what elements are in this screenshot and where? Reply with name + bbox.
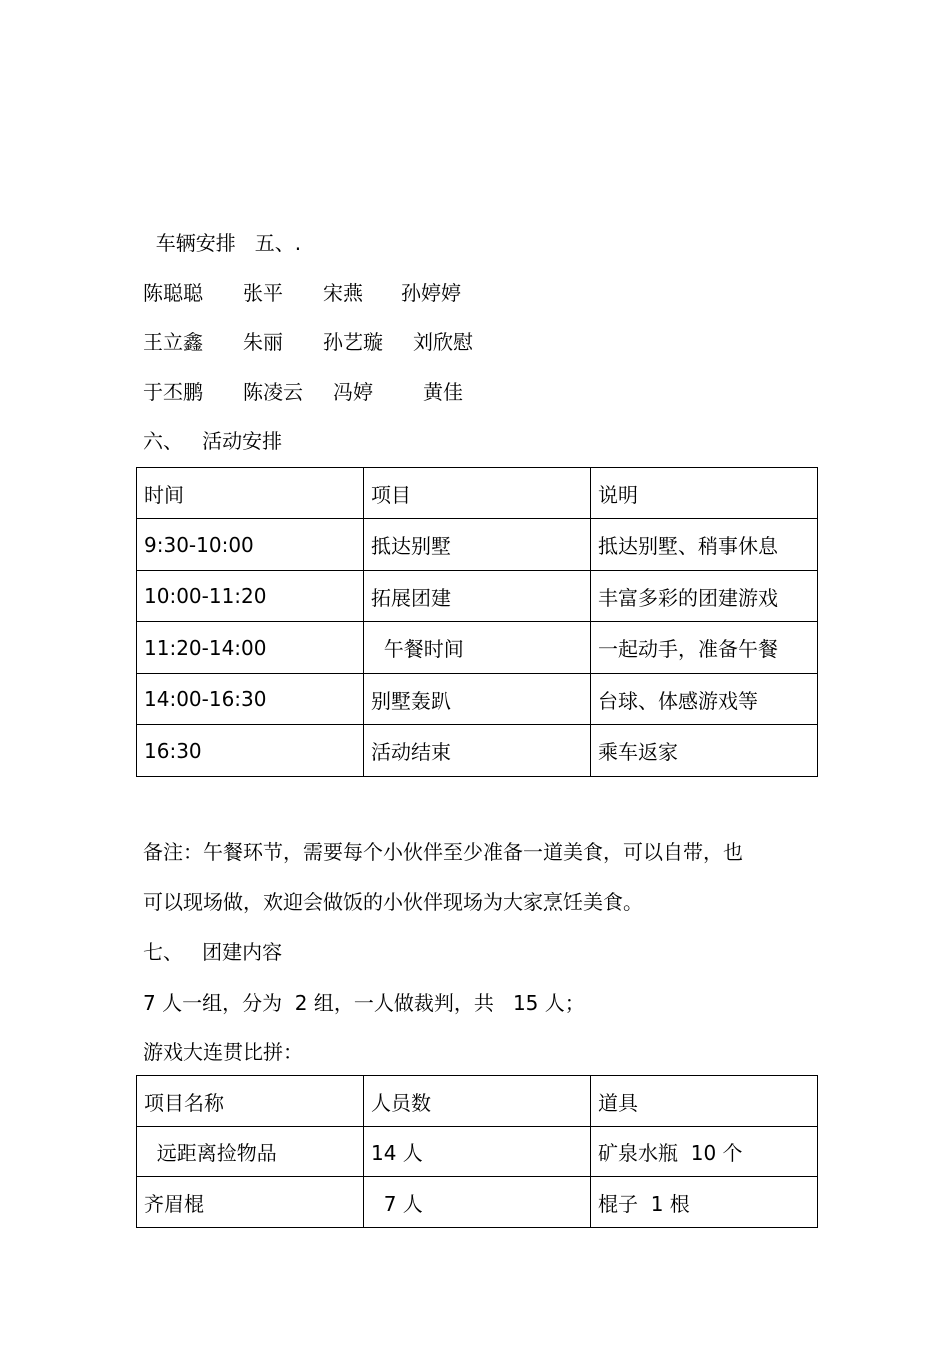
vehicle-heading: 车辆安排 五、. <box>143 231 302 255</box>
table-row <box>137 1127 818 1177</box>
activity-heading: 六、 活动安排 <box>143 429 283 453</box>
person-name: 宋燕 <box>323 281 363 305</box>
team-heading: 七、 团建内容 <box>143 940 283 964</box>
note-line: 备注：午餐环节，需要每个小伙伴至少准备一道美食，可以自带，也 <box>143 840 743 864</box>
game-table <box>136 1075 818 1228</box>
table-cell: 齐眉棍 <box>137 1177 364 1228</box>
game-heading: 游戏大连贯比拼： <box>143 1040 303 1064</box>
table-header-row <box>137 468 818 519</box>
table-header-cell: 说明 <box>591 468 818 519</box>
table-cell: 9:30-10:00 <box>137 519 364 571</box>
table-cell: 16:30 <box>137 725 364 777</box>
table-header-cell: 项目 <box>364 468 591 519</box>
person-name: 陈凌云 <box>243 380 303 404</box>
table-header-row <box>137 1076 818 1127</box>
table-cell: 一起动手，准备午餐 <box>591 622 818 674</box>
table-header-cell: 道具 <box>591 1076 818 1127</box>
person-name: 冯婷 <box>333 380 373 404</box>
table-row <box>137 622 818 674</box>
table-cell: 10:00-11:20 <box>137 571 364 622</box>
table-cell: 14 人 <box>364 1127 591 1177</box>
person-name: 刘欣慰 <box>413 330 473 354</box>
table-header-cell: 项目名称 <box>137 1076 364 1127</box>
person-name: 黄佳 <box>423 380 463 404</box>
table-cell: 7 人 <box>364 1177 591 1228</box>
person-name: 王立鑫 <box>143 330 203 354</box>
table-cell: 台球、体感游戏等 <box>591 674 818 725</box>
table-cell: 抵达别墅 <box>364 519 591 571</box>
table-cell: 远距离捡物品 <box>137 1127 364 1177</box>
table-row <box>137 674 818 725</box>
table-row <box>137 571 818 622</box>
table-cell: 活动结束 <box>364 725 591 777</box>
schedule-table <box>136 467 818 777</box>
table-cell: 14:00-16:30 <box>137 674 364 725</box>
table-cell: 别墅轰趴 <box>364 674 591 725</box>
table-header-cell: 人员数 <box>364 1076 591 1127</box>
table-row <box>137 519 818 571</box>
table-header-cell: 时间 <box>137 468 364 519</box>
table-cell: 抵达别墅、稍事休息 <box>591 519 818 571</box>
table-cell: 乘车返家 <box>591 725 818 777</box>
person-name: 于丕鹏 <box>143 380 203 404</box>
table-row <box>137 1177 818 1228</box>
team-info: 7 人一组，分为 2 组，一人做裁判，共 15 人； <box>143 991 585 1015</box>
table-cell: 11:20-14:00 <box>137 622 364 674</box>
person-name: 孙婷婷 <box>401 281 461 305</box>
table-cell: 丰富多彩的团建游戏 <box>591 571 818 622</box>
person-name: 陈聪聪 <box>143 281 203 305</box>
person-name: 朱丽 <box>243 330 283 354</box>
person-name: 孙艺璇 <box>323 330 383 354</box>
table-cell: 矿泉水瓶 10 个 <box>591 1127 818 1177</box>
table-row <box>137 725 818 777</box>
table-cell: 拓展团建 <box>364 571 591 622</box>
note-line: 可以现场做，欢迎会做饭的小伙伴现场为大家烹饪美食。 <box>143 890 643 914</box>
table-cell: 午餐时间 <box>364 622 591 674</box>
person-name: 张平 <box>243 281 283 305</box>
table-cell: 棍子 1 根 <box>591 1177 818 1228</box>
